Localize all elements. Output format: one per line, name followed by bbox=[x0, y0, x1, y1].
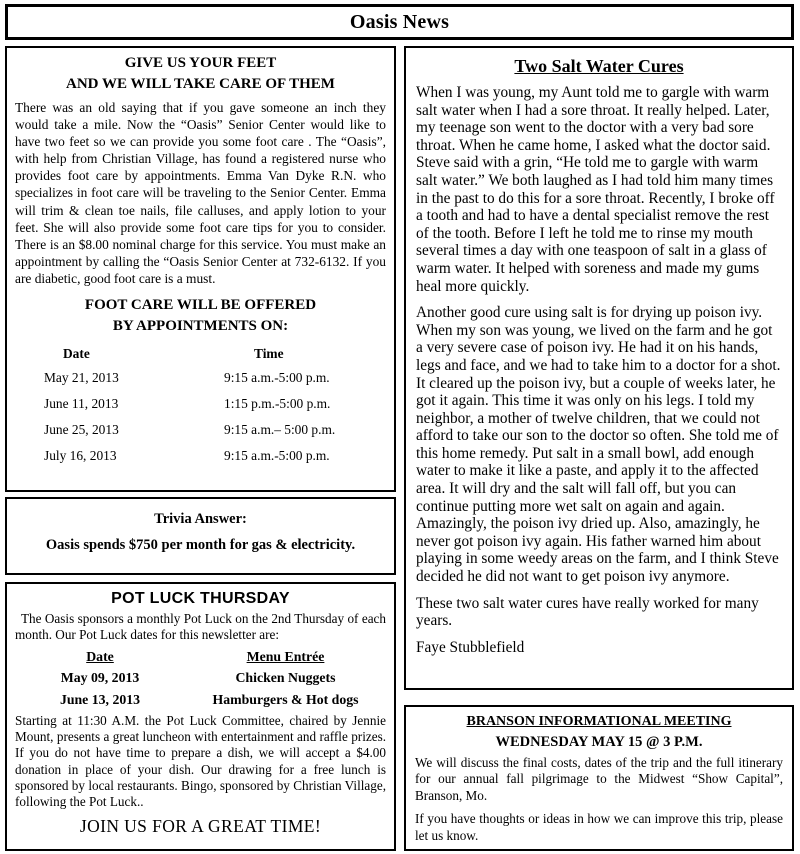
branson-meeting-article bbox=[404, 705, 794, 851]
menu-entree-header-cell bbox=[185, 647, 386, 667]
trivia-answer: Oasis spends $750 per month for gas & electricity. bbox=[45, 537, 356, 553]
foot-care-offer-line1: FOOT CARE WILL BE OFFERED bbox=[84, 297, 317, 314]
salt-water-title: Two Salt Water Cures bbox=[514, 56, 684, 76]
pot-luck-article bbox=[5, 582, 396, 851]
schedule-row bbox=[15, 391, 386, 417]
pot-luck-menu-table bbox=[15, 647, 386, 711]
foot-care-title-line1: GIVE US YOUR FEET bbox=[124, 55, 277, 71]
branson-title: BRANSON INFORMATIONAL MEETING bbox=[466, 714, 732, 729]
pot-luck-details: Starting at 11:30 A.M. the Pot Luck Committee, chaired by Jennie Mount, presents a great luncheon with entertainment and raffle prizes. If you do not have time to prepare a dish, we will accept a $4.00 donation in place of your dish. Our drawing for a free lunch is sponsored by local restaurants. Bingo, sponsored by Christian Village, following the Pot Luck.. bbox=[15, 712, 386, 810]
schedule-date: June 25, 2013 bbox=[44, 422, 119, 438]
menu-date-header-cell bbox=[15, 647, 185, 667]
menu-row bbox=[15, 667, 386, 689]
menu-date-header: Date bbox=[86, 648, 114, 664]
salt-water-paragraph-3: These two salt water cures have really worked for many years. bbox=[416, 594, 759, 630]
schedule-time: 9:15 a.m.– 5:00 p.m. bbox=[224, 422, 336, 438]
schedule-time: 1:15 p.m.-5:00 p.m. bbox=[224, 396, 331, 412]
menu-row bbox=[15, 689, 386, 711]
trivia-answer-box bbox=[5, 497, 396, 575]
left-column bbox=[5, 46, 396, 851]
pot-luck-intro: The Oasis sponsors a monthly Pot Luck on the 2nd Thursday of each month. Our Pot Luck dates for this newsletter are: bbox=[15, 611, 386, 643]
salt-water-paragraph-2: Another good cure using salt is for drying up poison ivy. When my son was young, we lived on the farm and he got a very severe case of poison ivy. He had it on his hands, legs and face, and we had to take him to a doctor for a shot. It cleared up the poison ivy, but a couple of weeks later, he got it again. This time it was only on his legs. I told my neighbor, a mother of twelve children, that we could not afford to take our son to the doctor so often. She told me of this home remedy. Put salt in a small bowl, add enough water to make it like a paste, and apply it to the affected area. It will dry and the salt will fall off, but you can continue putting more wet salt on again and again. Amazingly, the poison ivy dried up. Also, amazingly, he never got poison ivy again. His father warned him about playing in some weedy areas on the farm, and I think Steve decided he did not want to get poison ivy anymore. bbox=[416, 304, 781, 586]
schedule-row bbox=[15, 365, 386, 391]
salt-water-article bbox=[404, 46, 794, 690]
trivia-title: Trivia Answer: bbox=[154, 511, 247, 527]
foot-care-title-line2: AND WE WILL TAKE CARE OF THEM bbox=[66, 76, 335, 92]
schedule-date: July 16, 2013 bbox=[44, 448, 117, 464]
menu-entree: Hamburgers & Hot dogs bbox=[212, 691, 359, 707]
branson-paragraph-1: We will discuss the final costs, dates of the trip and the full itinerary for our annual fall pilgrimage to the Midwest “Show Capital”, Branson, Mo. bbox=[415, 755, 783, 803]
pot-luck-title: POT LUCK THURSDAY bbox=[111, 590, 290, 607]
schedule-date: May 21, 2013 bbox=[44, 370, 119, 386]
right-column bbox=[404, 46, 794, 851]
schedule-row bbox=[15, 443, 386, 469]
schedule-time-header: Time bbox=[254, 346, 284, 362]
schedule-date: June 11, 2013 bbox=[44, 396, 119, 412]
schedule-time: 9:15 a.m.-5:00 p.m. bbox=[224, 448, 330, 464]
menu-date: May 09, 2013 bbox=[60, 669, 140, 685]
schedule-header-row bbox=[15, 342, 386, 365]
schedule-time: 9:15 a.m.-5:00 p.m. bbox=[224, 370, 330, 386]
salt-water-paragraph-1: When I was young, my Aunt told me to gargle with warm salt water when I had a sore throat. It really helped. Later, my teenage son went to the doctor with a very bad sore throat. When he came home, I asked what the doctor said. Steve said with a grin, “He told me to gargle with warm salt water.” We both laughed as I had told him many times in the past to do this for a sore throat. Recently, I broke off a tooth and had to have a dental specialist remove the rest of the tooth. Before I left he told me to rinse my mouth several times a day with one teaspoon of salt in a glass of warm water. It helped with soreness and made my gums heal more quickly. bbox=[416, 84, 775, 295]
menu-date: June 13, 2013 bbox=[59, 691, 141, 707]
menu-entree-header: Menu Entrée bbox=[246, 648, 325, 664]
foot-care-article bbox=[5, 46, 396, 492]
foot-care-offer-line2: BY APPOINTMENTS ON: bbox=[112, 318, 289, 335]
pot-luck-closing: JOIN US FOR A GREAT TIME! bbox=[79, 815, 322, 836]
newsletter-banner bbox=[5, 4, 794, 40]
schedule-date-header: Date bbox=[63, 346, 90, 362]
schedule-row bbox=[15, 417, 386, 443]
menu-entree: Chicken Nuggets bbox=[235, 669, 336, 685]
foot-care-schedule-table bbox=[15, 342, 386, 469]
salt-water-signature: Faye Stubblefield bbox=[416, 638, 525, 656]
foot-care-body: There was an old saying that if you gave someone an inch they would take a mile. Now the “Oasis” Senior Center would like to have two feet so we can provide you some foot care . The “Oasis”, with help from Christian Village, has found a registered nurse who provides foot care by appointments. Emma Van Dyke R.N. who specializes in foot care will be traveling to the Senior Center. Emma will trim & clean toe nails, file calluses, and apply lotion to your feet. She will also provide some foot care tips for you to consider. There is an $8.00 nominal charge for this service. You must make an appointment by calling the “Oasis Senior Center at 732-6132. If you are diabetic, good foot care is a must. bbox=[15, 100, 386, 286]
branson-subtitle: WEDNESDAY MAY 15 @ 3 P.M. bbox=[495, 734, 703, 750]
menu-header-row bbox=[15, 647, 386, 667]
newsletter-title: Oasis News bbox=[349, 10, 450, 33]
branson-paragraph-2: If you have thoughts or ideas in how we can improve this trip, please let us know. bbox=[415, 811, 783, 843]
